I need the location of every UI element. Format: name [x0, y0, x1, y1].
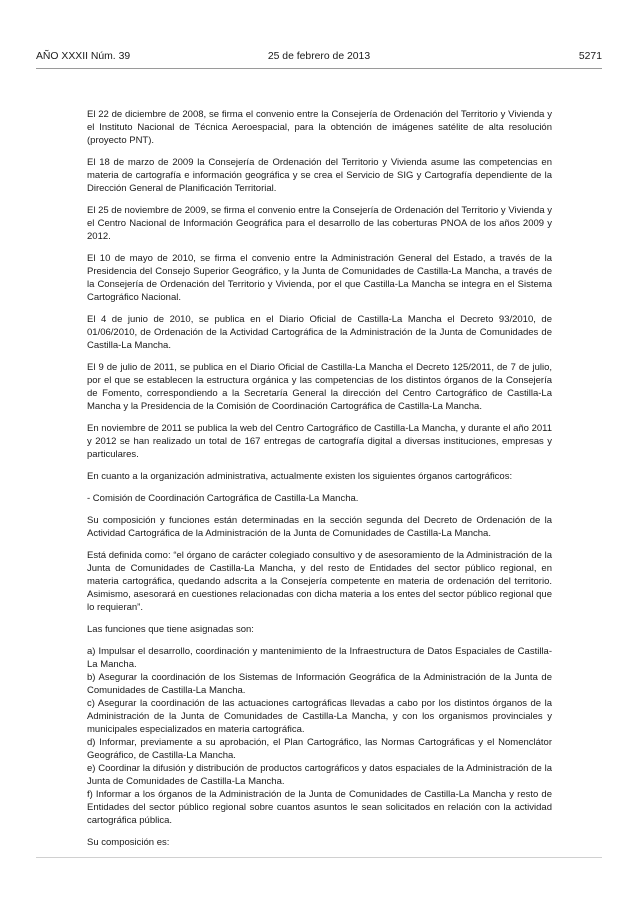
issue-number: AÑO XXXII Núm. 39: [36, 51, 131, 62]
function-item-d: d) Informar, previamente a su aprobación, el Plan Cartográfico, las Normas Cartográficas y el Nomenclátor Geográfico, de Castilla-La Mancha.: [87, 737, 552, 761]
page-number: 5271: [578, 51, 602, 62]
function-item-a: a) Impulsar el desarrollo, coordinación y mantenimiento de la Infraestructura de Datos Espaciales de Castilla-La Mancha.: [87, 646, 552, 670]
paragraph-2011-decreto: El 9 de julio de 2011, se publica en el Diario Oficial de Castilla-La Mancha el Decreto 125/2011, de 7 de julio, por el que se establecen la estructura orgánica y las competencias de los distintos órganos de la Consejería de Fomento, correspondiendo a la Secretaría General la dirección del Centro Cartográfico de Castilla-La Mancha y la Presidencia de la Comisión de Coordinación Cartográfica de Castilla-La Mancha.: [87, 362, 552, 412]
paragraph-2009-competencias: El 18 de marzo de 2009 la Consejería de Ordenación del Territorio y Vivienda asume las competencias en materia de cartografía e información geográfica y se crea el Servicio de SIG y Cartografía dependiente de la Dirección General de Planificación Territorial.: [87, 157, 552, 194]
paragraph-composicion-funciones: Su composición y funciones están determinadas en la sección segunda del Decreto de Ordenación de la Actividad Cartográfica de la Administración de la Junta de Comunidades de Castilla-La Mancha.: [87, 515, 552, 539]
function-item-c: c) Asegurar la coordinación de las actuaciones cartográficas llevadas a cabo por los distintos órganos de la Administración de la Junta de Comunidades de Castilla-La Mancha, y con los organismos provinciales y municipales especializados en materia cartográfica.: [87, 698, 552, 735]
paragraph-2011-web: En noviembre de 2011 se publica la web del Centro Cartográfico de Castilla-La Mancha, y durante el año 2011 y 2012 se han realizado un total de 167 entregas de cartografía digital a diversas instituciones, empresas y particulares.: [87, 423, 552, 460]
function-item-e: e) Coordinar la difusión y distribución de productos cartográficos y datos espaciales de la Administración de la Junta de Comunidades de Castilla-La Mancha.: [87, 763, 552, 787]
function-item-b: b) Asegurar la coordinación de los Sistemas de Información Geográfica de la Administración de la Junta de Comunidades de Castilla-La Mancha.: [87, 672, 552, 696]
paragraph-2010-sistema-nacional: El 10 de mayo de 2010, se firma el convenio entre la Administración General del Estado, a través de la Presidencia del Consejo Superior Geográfico, y la Junta de Comunidades de Castilla-La Mancha, a través de la Consejería de Ordenación del Territorio y Vivienda, por el que Castilla-La Mancha se integra en el Sistema Cartográfico Nacional.: [87, 253, 552, 303]
header-divider: [36, 68, 602, 69]
footer-divider: [36, 857, 602, 858]
paragraph-2008-convenio: El 22 de diciembre de 2008, se firma el convenio entre la Consejería de Ordenación del Territorio y Vivienda y el Instituto Nacional de Técnica Aeroespacial, para la obtención de imágenes satélite de alta resolución (proyecto PNT).: [87, 109, 552, 146]
function-item-f: f) Informar a los órganos de la Administración de la Junta de Comunidades de Castilla-La Mancha y resto de Entidades del sector público regional sobre cuantos asuntos le sean solicitados en relación con la actividad cartográfica pública.: [87, 789, 552, 826]
paragraph-2009-pnoa: El 25 de noviembre de 2009, se firma el convenio entre la Consejería de Ordenación del Territorio y Vivienda y el Centro Nacional de Información Geográfica para el desarrollo de las coberturas PNOA de los años 2009 y 2012.: [87, 205, 552, 242]
functions-list: [87, 645, 552, 827]
publication-date: 25 de febrero de 2013: [267, 51, 371, 62]
document-body: [87, 108, 552, 858]
paragraph-funciones-intro: Las funciones que tiene asignadas son:: [87, 624, 254, 635]
paragraph-2010-decreto: El 4 de junio de 2010, se publica en el Diario Oficial de Castilla-La Mancha el Decreto 93/2010, de 01/06/2010, de Ordenación de la Actividad Cartográfica de la Administración de la Junta de Comunidades de Castilla-La Mancha.: [87, 314, 552, 351]
paragraph-composicion: Su composición es:: [87, 837, 170, 848]
paragraph-comision: - Comisión de Coordinación Cartográfica de Castilla-La Mancha.: [87, 493, 359, 504]
paragraph-definicion: Está definida como: “el órgano de carácter colegiado consultivo y de asesoramiento de la Administración de la Junta de Comunidades de Castilla-La Mancha, y del resto de Entidades del sector público regional, en materia cartográfica, quedando adscrita a la Consejería competente en materia de ordenación del territorio. Asimismo, asesorará en cuestiones relacionadas con dicha materia a los entes del sector público regional que lo requieran”.: [87, 550, 552, 613]
paragraph-organizacion: En cuanto a la organización administrativa, actualmente existen los siguientes órganos cartográficos:: [87, 471, 513, 482]
page-header: [36, 50, 602, 64]
